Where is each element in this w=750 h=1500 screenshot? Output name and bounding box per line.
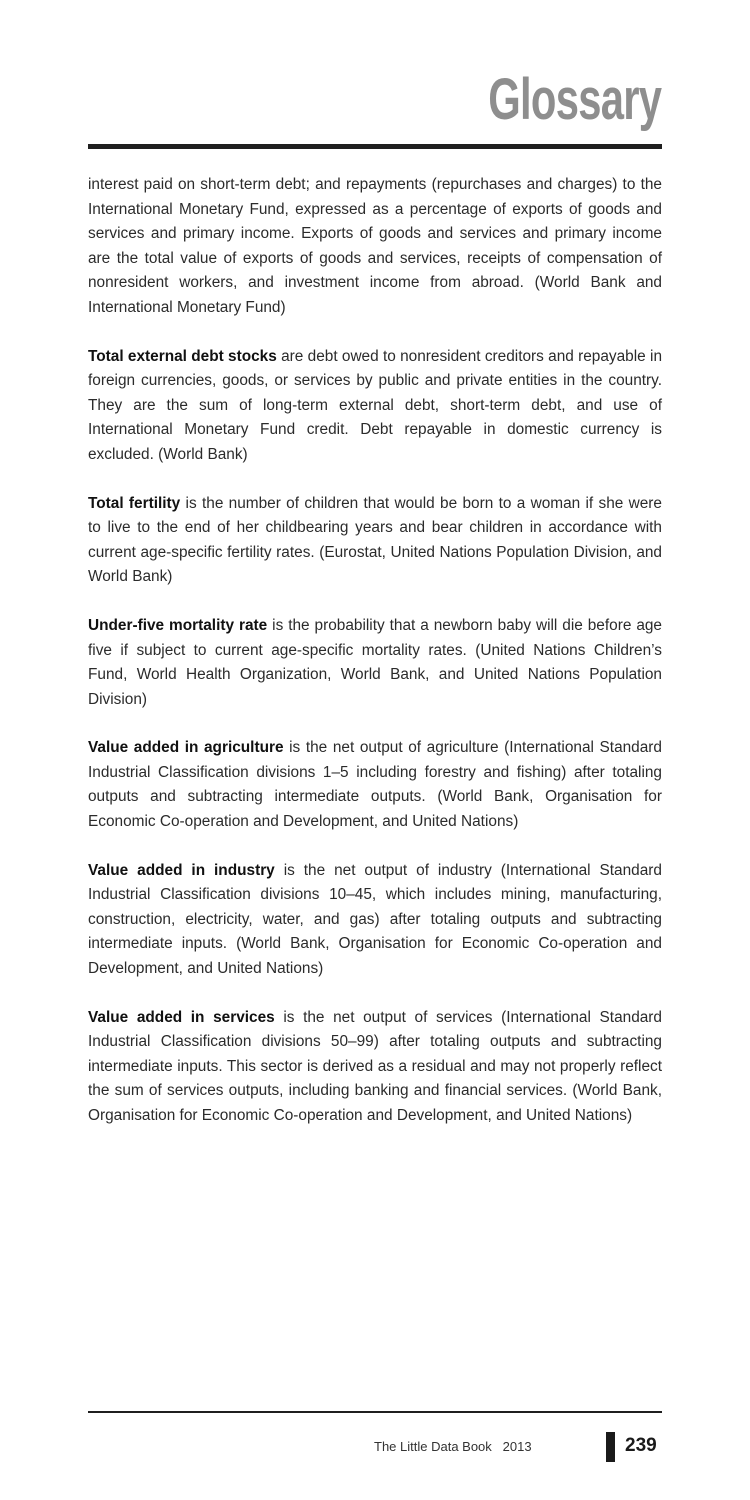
entry-term: Value added in industry xyxy=(88,861,275,879)
page-title: Glossary xyxy=(488,67,661,132)
glossary-entry xyxy=(88,614,662,712)
page-number: 239 xyxy=(625,1435,657,1456)
entry-definition: is the number of children that would be born to a woman if she were to live to the end of her childbearing years and bear children in accordance with current age-specific fertility rates. (Eurostat, United Nations Population Division, and World Bank) xyxy=(88,494,662,586)
footer-book-info xyxy=(374,1437,532,1457)
entry-definition: are debt owed to nonresident creditors and repayable in foreign currencies, goods, or services by public and private entities in the country. They are the sum of long-term external debt, short-term debt, and use of International Monetary Fund credit. Debt repayable in domestic currency is excluded. (World Bank) xyxy=(88,347,662,463)
glossary-entry-continued xyxy=(88,173,662,321)
entry-definition: is the net output of agriculture (International Standard Industrial Classification divisions 1–5 including forestry and fishing) after totaling outputs and subtracting intermediate outputs. (World Bank, Organisation for Economic Co-operation and Development, and United Nations) xyxy=(88,739,662,831)
entry-term: Under-five mortality rate xyxy=(88,616,268,634)
glossary-entry xyxy=(88,1006,662,1129)
entry-term: Total fertility xyxy=(88,494,181,512)
glossary-entry xyxy=(88,492,662,590)
title-divider xyxy=(88,144,662,149)
book-title: The Little Data Book xyxy=(374,1439,492,1454)
glossary-entry xyxy=(88,859,662,982)
glossary-content xyxy=(88,173,662,1153)
footer-divider xyxy=(88,1411,662,1413)
book-year: 2013 xyxy=(502,1439,532,1454)
entry-definition: is the net output of industry (International Standard Industrial Classification divisions 10–45, which includes mining, manufacturing, construction, electricity, water, and gas) after totaling outputs and subtracting intermediate inputs. (World Bank, Organisation for Economic Co-operation and Development, and United Nations) xyxy=(88,861,662,978)
glossary-entry xyxy=(88,345,662,468)
entry-term: Value added in services xyxy=(88,1008,275,1026)
glossary-entry xyxy=(88,736,662,834)
page-marker-bar xyxy=(606,1432,615,1462)
entry-term: Total external debt stocks xyxy=(88,347,277,365)
entry-definition: is the net output of services (International Standard Industrial Classification divisions 50–99) after totaling outputs and subtracting intermediate inputs. This sector is derived as a residual and may not properly reflect the sum of services outputs, including banking and financial services. (World Bank, Organisation for Economic Co-operation and Development, and United Nations) xyxy=(88,1008,662,1124)
entry-definition: interest paid on short-term debt; and repayments (repurchases and charges) to the International Monetary Fund, expressed as a percentage of exports of goods and services and primary income. Exports of goods and services and primary income are the total value of exports of goods and services, receipts of compensation of nonresident workers, and investment income from abroad. (World Bank and International Monetary Fund) xyxy=(88,176,662,316)
entry-term: Value added in agriculture xyxy=(88,739,284,757)
entry-definition: is the probability that a newborn baby will die before age five if subject to current age-specific mortality rates. (United Nations Children’s Fund, World Health Organization, World Bank, and United Nations Population Division) xyxy=(88,616,662,708)
